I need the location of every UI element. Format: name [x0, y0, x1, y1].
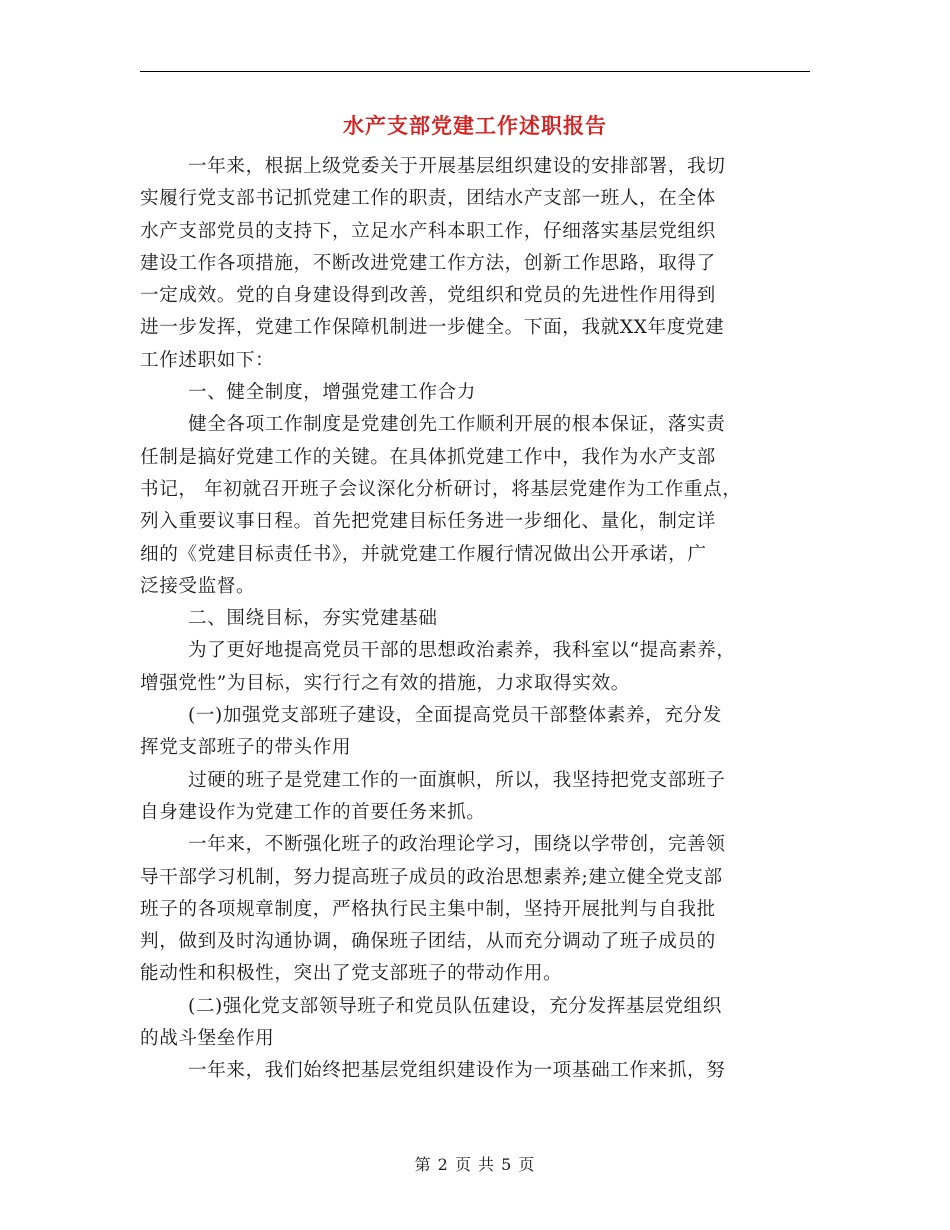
- paragraph-line: 工作述职如下：: [140, 349, 275, 371]
- paragraph-line: 自身建设作为党建工作的首要任务来抓。: [140, 801, 486, 823]
- paragraph-line: 水产支部党员的支持下，立足水产科本职工作，仔细落实基层党组织: [140, 220, 716, 242]
- paragraph-line: 能动性和积极性，突出了党支部班子的带动作用。: [140, 963, 563, 985]
- header-rule: [140, 71, 810, 72]
- document-body: [140, 151, 815, 1088]
- paragraph-line: 增强党性”为目标，实行行之有效的措施，力求取得实效。: [140, 672, 630, 694]
- section-heading: 二、围绕目标，夯实党建基础: [188, 608, 438, 630]
- subsection-heading: (二)强化党支部领导班子和党员队伍建设，充分发挥基层党组织: [188, 995, 722, 1017]
- page-number: 第 2 页 共 5 页: [414, 1155, 536, 1174]
- paragraph-line: 书记， 年初就召开班子会议深化分析研讨，将基层党建作为工作重点，: [140, 478, 742, 500]
- paragraph-line: 任制是搞好党建工作的关键。在具体抓党建工作中，我作为水产支部: [140, 446, 716, 468]
- paragraph-line: 列入重要议事日程。首先把党建目标任务进一步细化、量化，制定详: [140, 511, 716, 533]
- paragraph-line: 健全各项工作制度是党建创先工作顺利开展的根本保证，落实责: [188, 414, 726, 436]
- subsection-heading: (一)加强党支部班子建设，全面提高党员干部整体素养，充分发: [188, 705, 722, 727]
- section-heading: 一、健全制度，增强党建工作合力: [188, 382, 476, 404]
- document-title: 水产支部党建工作述职报告: [343, 113, 607, 138]
- paragraph-line: 一定成效。党的自身建设得到改善，党组织和党员的先进性作用得到: [140, 285, 716, 307]
- paragraph-line: 班子的各项规章制度，严格执行民主集中制，坚持开展批判与自我批: [140, 898, 716, 920]
- subsection-heading: 的战斗堡垒作用: [140, 1028, 275, 1050]
- subsection-heading: 挥党支部班子的带头作用: [140, 737, 352, 759]
- paragraph-line: 导干部学习机制，努力提高班子成员的政治思想素养;建立健全党支部: [140, 866, 723, 888]
- paragraph-line: 一年来，根据上级党委关于开展基层组织建设的安排部署，我切: [188, 156, 726, 177]
- paragraph-line: 一年来，不断强化班子的政治理论学习，围绕以学带创，完善领: [188, 834, 726, 856]
- paragraph-line: 过硬的班子是党建工作的一面旗帜，所以，我坚持把党支部班子: [188, 769, 726, 791]
- paragraph-line: 为了更好地提高党员干部的思想政治素养，我科室以“提高素养，: [188, 640, 736, 662]
- paragraph-line: 泛接受监督。: [140, 575, 256, 597]
- paragraph-line: 一年来，我们始终把基层党组织建设作为一项基础工作来抓，努: [188, 1060, 726, 1082]
- paragraph-line: 细的《党建目标责任书》，并就党建工作履行情况做出公开承诺，广: [140, 543, 707, 565]
- paragraph-line: 判，做到及时沟通协调，确保班子团结，从而充分调动了班子成员的: [140, 931, 716, 953]
- paragraph-line: 进一步发挥，党建工作保障机制进一步健全。下面，我就XX年度党建: [140, 317, 725, 339]
- paragraph-line: 实履行党支部书记抓党建工作的职责，团结水产支部一班人，在全体: [140, 188, 716, 210]
- paragraph-line: 建设工作各项措施，不断改进党建工作方法，创新工作思路，取得了: [140, 252, 716, 274]
